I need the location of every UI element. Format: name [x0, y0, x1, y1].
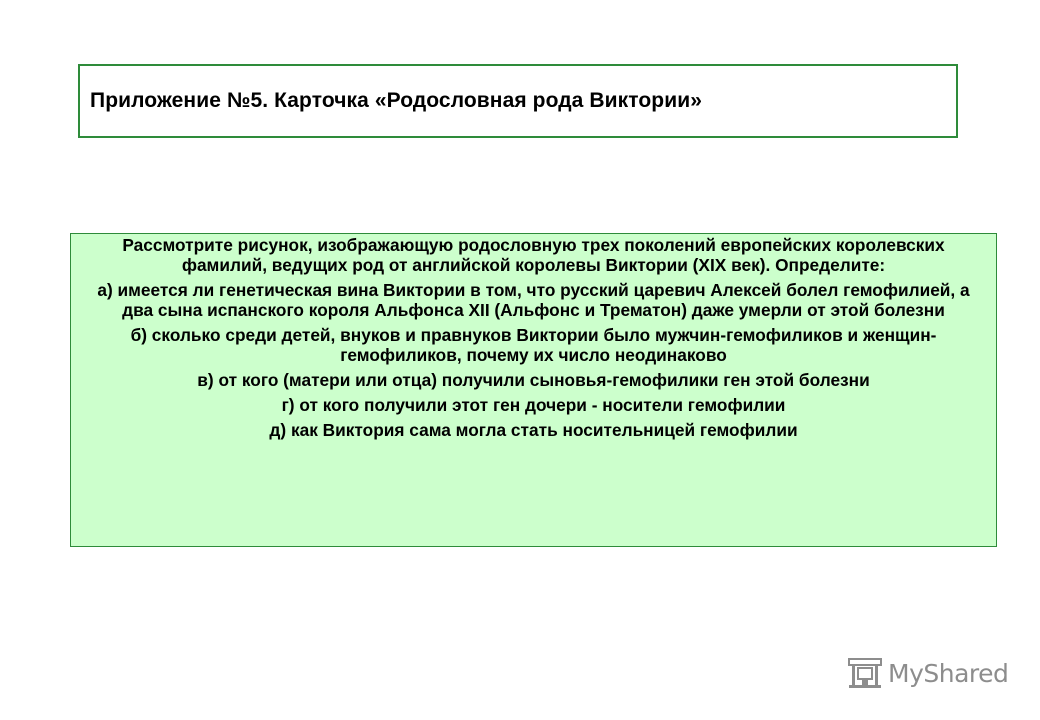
- task-intro: Рассмотрите рисунок, изображающую родословную трех поколений европейских королевских фамилий, ведущих род от английской королевы Виктории (XIX век). Определите:: [122, 235, 945, 275]
- task-item-c: в) от кого (матери или отца) получили сыновья-гемофилики ген этой болезни: [197, 370, 870, 390]
- task-item-a: а) имеется ли генетическая вина Виктории в том, что русский царевич Алексей болел гемофилией, а два сына испанского короля Альфонса XII (Альфонс и Трематон) даже умерли от этой болезни: [97, 280, 970, 320]
- watermark-text: MyShared: [888, 658, 1009, 688]
- task-item-b: б) сколько среди детей, внуков и правнуков Виктории было мужчин-гемофиликов и женщин-гемофиликов, почему их число неодинаково: [130, 325, 937, 365]
- watermark-logo: [848, 656, 1008, 690]
- myshared-logo-icon: [848, 656, 882, 690]
- task-item-e: д) как Виктория сама могла стать носительницей гемофилии: [269, 420, 798, 440]
- task-card: [70, 233, 997, 547]
- page-title: Приложение №5. Карточка «Родословная рода Виктории»: [90, 89, 703, 112]
- task-item-d: г) от кого получили этот ген дочери - носители гемофилии: [281, 395, 786, 415]
- title-box: [78, 64, 958, 138]
